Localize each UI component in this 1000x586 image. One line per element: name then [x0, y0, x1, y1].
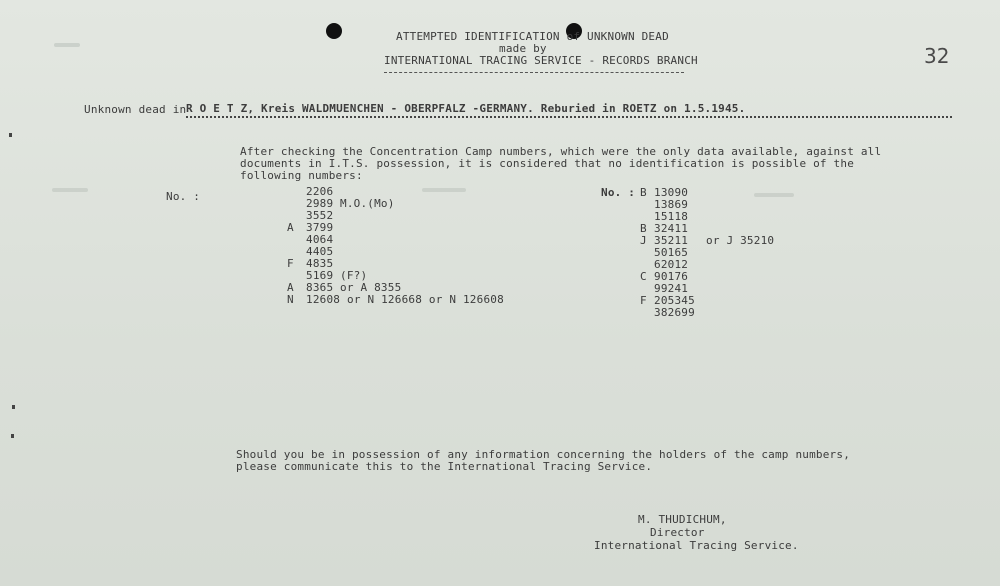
ink-smudge — [422, 188, 466, 192]
paragraph-line-1: After checking the Concentration Camp numbers, which were the only data available, against all — [240, 145, 882, 158]
camp-number: 15118 — [654, 210, 689, 223]
camp-number: 382699 — [654, 306, 695, 319]
camp-number: 2206 — [306, 185, 334, 198]
signature-organization: International Tracing Service. — [594, 539, 799, 552]
margin-mark — [11, 434, 14, 438]
camp-number: 99241 — [654, 282, 689, 295]
left-no-label: No. : — [166, 190, 201, 203]
camp-number-prefix: F — [287, 257, 294, 270]
camp-number-prefix: J — [640, 234, 647, 247]
header-organization: INTERNATIONAL TRACING SERVICE - RECORDS BRANCH — [384, 54, 698, 67]
paragraph-line-3: following numbers: — [240, 169, 363, 182]
camp-number-note: or A 8355 — [340, 281, 402, 294]
margin-mark — [12, 405, 15, 409]
paragraph-line-2: documents in I.T.S. possession, it is considered that no identification is possible of the — [240, 157, 855, 170]
camp-number: 32411 — [654, 222, 689, 235]
header-title: ATTEMPTED IDENTIFICATION of UNKNOWN DEAD — [396, 30, 669, 43]
header-made-by: made by — [499, 42, 547, 55]
camp-number: 4405 — [306, 245, 334, 258]
intro-prefix: Unknown dead in — [84, 103, 194, 116]
ink-smudge — [54, 43, 80, 47]
camp-number-prefix: B — [640, 222, 647, 235]
page-number: 32 — [924, 44, 950, 68]
camp-number: 5169 — [306, 269, 334, 282]
camp-number-prefix: N — [287, 293, 294, 306]
camp-number-prefix: C — [640, 270, 647, 283]
closing-line-1: Should you be in possession of any information concerning the holders of the camp numbers, — [236, 448, 851, 461]
intro-dotted-line — [186, 116, 952, 118]
camp-number-note: or N 126668 or N 126608 — [347, 293, 504, 306]
camp-number: 50165 — [654, 246, 689, 259]
camp-number: 90176 — [654, 270, 689, 283]
camp-number: 2989 — [306, 197, 334, 210]
camp-number: 8365 — [306, 281, 334, 294]
camp-number: 4064 — [306, 233, 334, 246]
camp-number: 12608 — [306, 293, 341, 306]
camp-number-note: or J 35210 — [706, 234, 775, 247]
intro-location: R O E T Z, Kreis WALDMUENCHEN - OBERPFALZ -GERMANY. Reburied in ROETZ on 1.5.1945. — [186, 102, 746, 115]
camp-number: 35211 — [654, 234, 689, 247]
header-underline — [384, 72, 684, 73]
camp-number: 3799 — [306, 221, 334, 234]
signature-title: Director — [650, 526, 705, 539]
signature-name: M. THUDICHUM, — [638, 513, 727, 526]
camp-number: 13869 — [654, 198, 689, 211]
camp-number-prefix: A — [287, 221, 294, 234]
camp-number: 13090 — [654, 186, 689, 199]
ink-smudge — [754, 193, 794, 197]
camp-number: 3552 — [306, 209, 334, 222]
camp-number: 205345 — [654, 294, 695, 307]
right-no-label: No. : — [601, 186, 636, 199]
camp-number: 4835 — [306, 257, 334, 270]
ink-smudge — [52, 188, 88, 192]
camp-number-prefix: B — [640, 186, 647, 199]
punch-hole-left — [326, 23, 342, 39]
camp-number-prefix: F — [640, 294, 647, 307]
camp-number-note: (F?) — [340, 269, 368, 282]
camp-number-prefix: A — [287, 281, 294, 294]
camp-number-note: M.O.(Mo) — [340, 197, 395, 210]
camp-number: 62012 — [654, 258, 689, 271]
closing-line-2: please communicate this to the International Tracing Service. — [236, 460, 653, 473]
margin-mark — [9, 133, 12, 137]
